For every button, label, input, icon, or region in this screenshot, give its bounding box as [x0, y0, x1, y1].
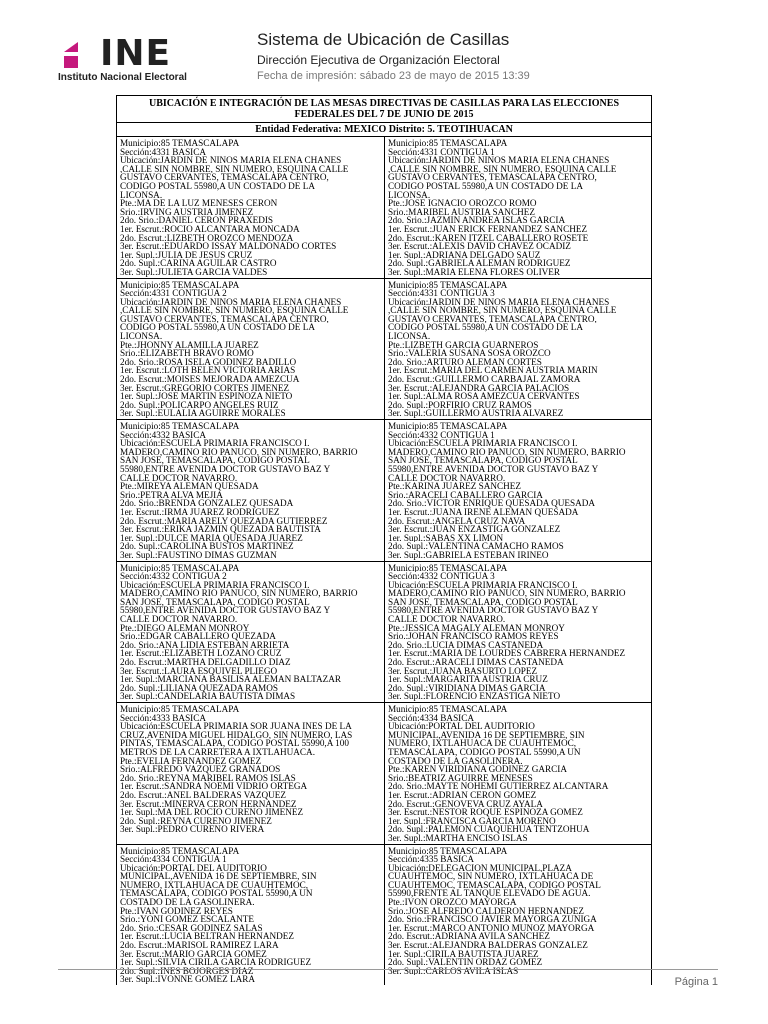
casilla-line: 3er. Escrut.:MINERVA CERON HERNANDEZ — [120, 799, 297, 809]
casilla-line: 1er. Supl.:FRANCISCA GARCIA MORENO — [388, 816, 556, 826]
casilla-line: Srio.:EDGAR CABALLERO QUEZADA — [120, 632, 276, 641]
casilla-line: SAN JOSE, TEMASCALAPA, CODIGO POSTAL — [120, 597, 310, 607]
page-subtitle: Dirección Ejecutiva de Organización Electoral — [257, 53, 500, 67]
casilla-line: MUNICIPAL,AVENIDA 16 DE SEPTIEMBRE, SIN — [388, 730, 585, 740]
casilla-line: 2do. Srio.:CESAR GODINEZ SALAS — [120, 923, 263, 933]
casilla-line: 1er. Escrut.:LUCIA BELTRAN HERNANDEZ — [120, 932, 294, 942]
report-title: UBICACIÓN E INTEGRACIÓN DE LAS MESAS DIRECTIVAS DE CASILLAS PARA LAS ELECCIONES FEDERALES DEL 7 DE JUNIO DE 2015 — [117, 96, 651, 123]
casilla-line: Srio.:BEATRIZ AGUIRRE MENESES — [388, 773, 533, 783]
casilla-line: Srio.:YONI GOMEZ ESCALANTE — [120, 915, 254, 924]
casilla-line: NUMERO, IXTLAHUACA DE CUAUHTEMOC, — [388, 739, 577, 748]
page-number: Página 1 — [674, 976, 718, 988]
casilla-line: MADERO,CAMINO RIO PANUCO, SIN NUMERO, BARRIO — [388, 589, 626, 598]
casilla-line: 2do. Supl.:LILIANA QUEZADA RAMOS — [120, 683, 278, 693]
casilla-line: CODIGO POSTAL 55980,A UN COSTADO DE LA — [120, 181, 315, 191]
casilla-line: CUAUHTEMOC, SIN NUMERO, IXTLAHUACA DE — [388, 872, 594, 881]
casilla-line: Ubicación:ESCUELA PRIMARIA FRANCISCO I. — [120, 439, 310, 448]
casilla-line: 1er. Supl.:ALMA ROSA AMEZCUA CERVANTES — [388, 392, 580, 401]
casilla-line: 3er. Supl.:CANDELARIA BAUTISTA DIMAS — [120, 692, 296, 701]
casilla-line: 1er. Escrut.:MARIA DEL CARMEN AUSTRIA MARIN — [388, 366, 598, 376]
casilla-line: Srio.:IRVING AUSTRIA JIMENEZ — [120, 207, 254, 217]
casilla-line: 2do. Escrut.:LIZBETH OROZCO MENDOZA — [120, 233, 294, 243]
casilla-line: 2do. Supl.:PALEMON CUAQUEHUA TENTZOHUA — [388, 825, 590, 834]
casilla-line: ,CALLE SIN NOMBRE, SIN NUMERO, ESQUINA CALLE — [388, 164, 617, 174]
casilla-line: 2do. Supl.:VALENTIN ORDAZ GOMEZ — [388, 958, 543, 967]
casilla-line: Ubicación:ESCUELA PRIMARIA FRANCISCO I. — [388, 580, 578, 590]
casilla-line: 2do. Escrut.:MARISOL RAMIREZ LARA — [120, 941, 279, 950]
casilla-line: Ubicación:JARDIN DE NIÑOS MARIA ELENA CHANES — [388, 297, 610, 307]
casilla-line: Ubicación:ESCUELA PRIMARIA FRANCISCO I. — [120, 580, 310, 590]
casilla-cell — [384, 137, 651, 278]
casilla-line: Pte.:MIREYA ALEMAN QUESADA — [120, 482, 259, 491]
casilla-line: Ubicación:JARDIN DE NIÑOS MARIA ELENA CHANES — [120, 297, 342, 307]
casilla-line: Municipio:85 TEMASCALAPA — [120, 139, 240, 148]
casilla-line: Municipio:85 TEMASCALAPA — [388, 846, 508, 856]
report-table — [116, 95, 652, 985]
casilla-line: Pte.:LIZBETH GARCIA GUARNEROS — [388, 340, 539, 350]
casilla-line: Sección:4332 BASICA — [120, 430, 207, 440]
casilla-line: LICONSA. — [120, 190, 163, 200]
casilla-line: CODIGO POSTAL 55980,A UN COSTADO DE LA — [388, 181, 583, 191]
casilla-line: 2do. Supl.:GABRIELA ALEMAN RODRIGUEZ — [388, 259, 571, 268]
casilla-line: CODIGO POSTAL 55980,A UN COSTADO DE LA — [388, 323, 583, 333]
casilla-cell — [117, 137, 384, 278]
casilla-line: Pte.:IVON OROZCO MAYORGA — [388, 898, 517, 907]
casilla-line: PINTAS, TEMASCALAPA, CODIGO POSTAL 55990,A 100 — [120, 739, 349, 748]
casilla-line: Ubicación:PORTAL DEL AUDITORIO — [120, 863, 267, 873]
casilla-line: Pte.:KAREN VIRIDIANA GODINEZ GARCIA — [388, 765, 567, 774]
casilla-line: Municipio:85 TEMASCALAPA — [120, 846, 240, 856]
casilla-line: Sección:4332 CONTIGUA 2 — [120, 572, 227, 581]
casilla-cell — [384, 420, 651, 561]
casilla-line: Sección:4334 CONTIGUA 1 — [120, 855, 227, 864]
casilla-line: TEMASCALAPA, CODIGO POSTAL 55990,A UN — [388, 747, 581, 757]
casilla-line: Pte.:JHONNY ALAMILLA JUAREZ — [120, 340, 259, 350]
casilla-line: 1er. Supl.:MARGARITA AUSTRIA CRUZ — [388, 675, 548, 684]
casilla-line: 3er. Escrut.:ALEXIS DAVID CHAVEZ OCADIZ — [388, 242, 571, 251]
casilla-line: Srio.:MARIBEL AUSTRIA SANCHEZ — [388, 207, 535, 217]
casilla-line: 3er. Supl.:IVONNE GOMEZ LARA — [120, 975, 255, 984]
casilla-line: Municipio:85 TEMASCALAPA — [388, 563, 508, 573]
casilla-line: Srio.:JOSE ALFREDO CALDERON HERNANDEZ — [388, 906, 585, 916]
casilla-line: Sección:4331 CONTIGUA 3 — [388, 289, 495, 298]
casilla-line: 2do. Supl.:PORFIRIO CRUZ RAMOS — [388, 400, 532, 410]
casilla-line: 1er. Escrut.:MARIA DE LOURDES CABRERA HERNANDEZ — [388, 649, 626, 659]
casilla-row — [117, 420, 651, 562]
casilla-cell — [117, 562, 384, 703]
casilla-line: 2do. Escrut.:MARIA ARELY QUEZADA GUTIERREZ — [120, 516, 328, 526]
casilla-line: 1er. Supl.:SILVIA CIRILA GARCIA RODRIGUEZ — [120, 958, 312, 967]
casilla-line: ,CALLE SIN NOMBRE, SIN NUMERO, ESQUINA CALLE — [120, 306, 349, 315]
casilla-line: 55980,ENTRE AVENIDA DOCTOR GUSTAVO BAZ Y — [388, 464, 599, 474]
casilla-line: Municipio:85 TEMASCALAPA — [120, 563, 240, 573]
casilla-line: 2do. Escrut.:ARACELI DIMAS CASTAÑEDA — [388, 658, 564, 667]
casilla-cell — [117, 420, 384, 561]
casilla-cell — [384, 845, 651, 986]
casilla-cell — [384, 562, 651, 703]
casilla-line: 2do. Srio.:REYNA MARIBEL RAMOS ISLAS — [120, 773, 296, 783]
casilla-line: Municipio:85 TEMASCALAPA — [388, 139, 508, 148]
casilla-line: GUSTAVO CERVANTES, TEMASCALAPA CENTRO, — [120, 173, 329, 182]
casilla-line: 3er. Supl.:GABRIELA ESTEBAN IRINEO — [388, 550, 549, 560]
casilla-line: CALLE DOCTOR NAVARRO. — [120, 615, 238, 624]
casilla-line: 3er. Escrut.:GREGORIO CORTES JIMENEZ — [120, 383, 290, 393]
casilla-line: LICONSA. — [120, 332, 163, 341]
casilla-line: MUNICIPAL,AVENIDA 16 DE SEPTIEMBRE, SIN — [120, 872, 317, 881]
casilla-cell — [384, 279, 651, 420]
casilla-line: 1er. Escrut.:JUAN ERICK FERNANDEZ SANCHEZ — [388, 224, 588, 234]
casillas-grid — [117, 137, 651, 985]
casilla-line: Ubicación:JARDIN DE NIÑOS MARIA ELENA CHANES — [120, 156, 342, 165]
casilla-line: 2do. Escrut.:KAREN ITZEL CABALLERO ROSETE — [388, 233, 589, 243]
casilla-line: 3er. Escrut.:JUANA BASURTO LOPEZ — [388, 666, 538, 676]
casilla-line: Sección:4332 CONTIGUA 1 — [388, 430, 495, 440]
casilla-line: 2do. Escrut.:MOISES MEJORADA AMEZCUA — [120, 375, 300, 384]
casilla-line: 2do. Supl.:VIRIDIANA DIMAS GARCIA — [388, 683, 546, 693]
casilla-line: 2do. Srio.:LUCIA DIMAS CASTAÑEDA — [388, 640, 544, 650]
casilla-line: 2do. Escrut.:MARTHA DELGADILLO DIAZ — [120, 658, 291, 667]
casilla-line: SAN JOSE, TEMASCALAPA, CODIGO POSTAL — [120, 456, 310, 465]
casilla-line: METROS DE LA CARRETERA A IXTLAHUACA. — [120, 747, 315, 757]
casilla-line: 2do. Srio.:BRENDA GONZALEZ QUESADA — [120, 499, 294, 508]
casilla-line: CALLE DOCTOR NAVARRO. — [120, 473, 238, 483]
casilla-row — [117, 703, 651, 845]
report-entity: Entidad Federativa: MEXICO Distrito: 5. TEOTIHUACAN — [117, 123, 651, 137]
casilla-row — [117, 279, 651, 421]
casilla-line: SAN JOSE, TEMASCALAPA, CODIGO POSTAL — [388, 456, 578, 465]
casilla-line: 3er. Supl.:CARLOS AVILA ISLAS — [388, 966, 519, 976]
casilla-line: TEMASCALAPA, CODIGO POSTAL 55990,A UN — [120, 889, 313, 899]
casilla-line: 1er. Supl.:ADRIANA DELGADO SAUZ — [388, 250, 541, 260]
casilla-line: 2do. Escrut.:ANEL BALDERAS VAZQUEZ — [120, 790, 286, 800]
casilla-line: Srio.:PETRA ALVA MEJIA — [120, 490, 223, 500]
casilla-line: 3er. Escrut.:ALEJANDRA GARCIA PALACIOS — [388, 383, 570, 393]
casilla-line: Pte.:IVAN GODINEZ REYES — [120, 906, 233, 916]
casilla-line: 3er. Escrut.:EDUARDO ISSAY MALDONADO CORTES — [120, 242, 337, 251]
casilla-line: Srio.:VALERIA SUSANA SOSA OROZCO — [388, 349, 551, 358]
casilla-line: 55980,ENTRE AVENIDA DOCTOR GUSTAVO BAZ Y — [120, 464, 331, 474]
casilla-line: GUSTAVO CERVANTES, TEMASCALAPA CENTRO, — [388, 314, 597, 324]
casilla-line: 2do. Escrut.:GENOVEVA CRUZ AYALA — [388, 799, 543, 809]
casilla-line: 2do. Supl.:VALENTINA CAMACHO RAMOS — [388, 542, 564, 551]
casilla-line: 1er. Escrut.:ROCIO ALCANTARA MONCADA — [120, 224, 300, 234]
casilla-line: 3er. Supl.:MARTHA ENCISO ISLAS — [388, 833, 528, 843]
logo-wordmark: INE — [100, 33, 172, 74]
casilla-line: 1er. Supl.:DULCE MARIA QUESADA JUAREZ — [120, 533, 303, 543]
casilla-line: Sección:4331 CONTIGUA 1 — [388, 147, 495, 157]
casilla-line: 1er. Escrut.:MARCO ANTONIO MUÑOZ MAYORGA — [388, 923, 595, 933]
casilla-line: ,CALLE SIN NOMBRE, SIN NUMERO, ESQUINA CALLE — [388, 306, 617, 315]
casilla-line: 3er. Escrut.:NESTOR ROQUE ESPINOZA GOMEZ — [388, 808, 583, 817]
casilla-line: 3er. Supl.:FLORENCIO ENZASTIGA NIETO — [388, 692, 561, 701]
casilla-line: 2do. Supl.:POLICARPO ANGELES RUIZ — [120, 400, 279, 410]
casilla-line: 55980,ENTRE AVENIDA DOCTOR GUSTAVO BAZ Y — [388, 606, 599, 616]
casilla-line: Municipio:85 TEMASCALAPA — [388, 705, 508, 714]
casilla-line: LICONSA. — [388, 332, 431, 341]
casilla-line: 1er. Escrut.:ELIZABETH LOZANO CRUZ — [120, 649, 282, 659]
page-title: Sistema de Ubicación de Casillas — [257, 30, 510, 49]
casilla-line: 1er. Supl.:MA DEL ROCIO CUREÑO JIMENEZ — [120, 808, 304, 817]
footer-divider — [58, 969, 718, 970]
casilla-line: 2do. Supl.:REYNA CUREÑO JIMENEZ — [120, 816, 272, 826]
casilla-line: 2do. Supl.:CARINA AGUILAR CASTRO — [120, 259, 277, 268]
casilla-row — [117, 137, 651, 279]
casilla-line: Municipio:85 TEMASCALAPA — [120, 280, 240, 290]
casilla-line: 1er. Supl.:MARCIANA BASILISA ALEMAN BALTAZAR — [120, 675, 341, 684]
casilla-line: Srio.:ARACELI CABALLERO GARCIA — [388, 490, 543, 500]
casilla-line: Municipio:85 TEMASCALAPA — [388, 280, 508, 290]
casilla-line: CODIGO POSTAL 55980,A UN COSTADO DE LA — [120, 323, 315, 333]
casilla-line: 55990,FRENTE AL TANQUE ELEVADO DE AGUA. — [388, 889, 591, 899]
casilla-line: 2do. Supl.:CAROLINA BUSTOS MARTINEZ — [120, 542, 294, 551]
casilla-line: MADERO,CAMINO RIO PANUCO, SIN NUMERO, BARRIO — [388, 447, 626, 457]
print-date: Fecha de impresión: sábado 23 de mayo de 2015 13:39 — [257, 70, 530, 82]
casilla-line: 55980,ENTRE AVENIDA DOCTOR GUSTAVO BAZ Y — [120, 606, 331, 616]
casilla-line: 2do. Srio.:FRANCISCO JAVIER MAYORGA ZUÑIGA — [388, 915, 597, 924]
casilla-line: 1er. Escrut.:LOTH BELEN VICTORIA ARIAS — [120, 366, 296, 376]
casilla-line: 3er. Supl.:MARIA ELENA FLORES OLIVER — [388, 267, 561, 277]
casilla-line: 2do. Srio.:ROSA ISELA GODINEZ BADILLO — [120, 357, 297, 367]
casilla-line: COSTADO DE LA GASOLINERA. — [388, 756, 523, 766]
casilla-line: Srio.:JOHAN FRANCISCO RAMOS REYES — [388, 632, 559, 641]
casilla-line: 1er. Supl.:SABAS XX LIMON — [388, 533, 504, 543]
casilla-line: Pte.:EVELIA FERNANDEZ GOMEZ — [120, 756, 262, 766]
casilla-line: Srio.:ALFREDO VAZQUEZ GRANADOS — [120, 765, 281, 774]
casilla-cell — [117, 845, 384, 986]
casilla-line: Ubicación:ESCUELA PRIMARIA SOR JUANA INES DE LA — [120, 722, 352, 731]
casilla-line: Pte.:MA DE LA LUZ MENESES CERON — [120, 199, 278, 208]
casilla-line: GUSTAVO CERVANTES, TEMASCALAPA CENTRO, — [120, 314, 329, 324]
casilla-line: SAN JOSE, TEMASCALAPA, CODIGO POSTAL — [388, 597, 578, 607]
casilla-cell — [117, 703, 384, 844]
ine-logo — [58, 34, 218, 74]
casilla-line: 1er. Supl.:CIRILA BAUTISTA JUAREZ — [388, 949, 539, 959]
casilla-line: CALLE DOCTOR NAVARRO. — [388, 473, 506, 483]
ine-logo-mark-icon — [64, 38, 98, 70]
casilla-line: 1er. Escrut.:SANDRA NOEMI VIDRIO ORTEGA — [120, 782, 308, 791]
casilla-line: NUMERO, IXTLAHUACA DE CUAUHTEMOC, — [120, 880, 309, 890]
casilla-line: Srio.:ELIZABETH BRAVO ROMO — [120, 349, 254, 358]
casilla-line: 2do. Srio.:DANIEL CERON PRAXEDIS — [120, 216, 274, 225]
casilla-line: 2do. Supl.:INES BOJORGES DIAZ — [120, 966, 254, 976]
casilla-row — [117, 562, 651, 704]
casilla-line: MADERO,CAMINO RIO PANUCO, SIN NUMERO, BARRIO — [120, 589, 358, 598]
casilla-line: CALLE DOCTOR NAVARRO. — [388, 615, 506, 624]
casilla-line: COSTADO DE LA GASOLINERA. — [120, 898, 255, 907]
casilla-line: 1er. Escrut.:JUANA IRENE ALEMAN QUESADA — [388, 507, 579, 517]
casilla-line: 1er. Supl.:JOSE MARTIN ESPINOZA NIETO — [120, 392, 293, 401]
casilla-line: Pte.:DIEGO ALEMAN MONROY — [120, 623, 250, 633]
casilla-cell — [117, 279, 384, 420]
logo-subtitle: Instituto Nacional Electoral — [58, 72, 187, 83]
casilla-line: 1er. Escrut.:IRMA JUAREZ RODRIGUEZ — [120, 507, 280, 517]
casilla-line: Ubicación:ESCUELA PRIMARIA FRANCISCO I. — [388, 439, 578, 448]
casilla-line: 2do. Escrut.:ADRIANA AVILA SANCHEZ — [388, 932, 550, 942]
casilla-line: 3er. Supl.:JULIETA GARCIA VALDES — [120, 267, 268, 277]
casilla-line: MADERO,CAMINO RIO PANUCO, SIN NUMERO, BARRIO — [120, 447, 358, 457]
casilla-line: Sección:4331 CONTIGUA 2 — [120, 289, 227, 298]
casilla-line: 2do. Srio.:ARTURO ALEMAN CORTES — [388, 357, 542, 367]
casilla-row — [117, 845, 651, 986]
casilla-line: Ubicación:DELEGACION MUNICIPAL,PLAZA — [388, 863, 572, 873]
casilla-line: 3er. Escrut.:ALEJANDRA BALDERAS GONZALEZ — [388, 941, 588, 950]
casilla-line: LICONSA. — [388, 190, 431, 200]
casilla-line: CUAUHTEMOC, TEMASCALAPA, CODIGO POSTAL — [388, 880, 601, 890]
casilla-line: Municipio:85 TEMASCALAPA — [388, 422, 508, 431]
casilla-line: 3er. Escrut.:JUAN ENZASTIGA GONZALEZ — [388, 525, 561, 534]
casilla-line: 2do. Srio.:JAZMIN ANDREA ISLAS GARCIA — [388, 216, 566, 225]
casilla-line: Sección:4334 BASICA — [388, 713, 475, 723]
casilla-line: 1er. Escrut.:ADRIAN CERON GOMEZ — [388, 790, 537, 800]
casilla-line: Sección:4331 BASICA — [120, 147, 207, 157]
casilla-line: 3er. Supl.:PEDRO CUREÑO RIVERA — [120, 825, 265, 834]
casilla-line: 3er. Supl.:EULALIA AGUIRRE MORALES — [120, 409, 286, 418]
casilla-line: 2do. Srio.:ANA LIDIA ESTEBAN ARRIETA — [120, 640, 290, 650]
casilla-line: Sección:4333 BASICA — [120, 713, 207, 723]
casilla-line: Municipio:85 TEMASCALAPA — [120, 705, 240, 714]
casilla-line: 2do. Srio.:VICTOR ENRIQUE QUESADA QUESADA — [388, 499, 596, 508]
casilla-line: 2do. Srio.:MAYTE NOHEMI GUTIERREZ ALCANTARA — [388, 782, 609, 791]
casilla-line: Ubicación:JARDIN DE NIÑOS MARIA ELENA CHANES — [388, 156, 610, 165]
casilla-line: ,CALLE SIN NOMBRE, SIN NUMERO, ESQUINA CALLE — [120, 164, 349, 174]
casilla-line: Pte.:KARINA JUAREZ SANCHEZ — [388, 482, 521, 491]
casilla-line: 3er. Supl.:GUILLERMO AUSTRIA ALVAREZ — [388, 409, 564, 418]
casilla-line: Sección:4332 CONTIGUA 3 — [388, 572, 495, 581]
casilla-line: Sección:4335 BASICA — [388, 855, 475, 864]
casilla-line: 3er. Escrut.:LAURA ESQUIVEL PLIEGO — [120, 666, 278, 676]
casilla-line: 2do. Escrut.:GUILLERMO CARBAJAL ZAMORA — [388, 375, 581, 384]
casilla-line: 1er. Supl.:JULIA DE JESUS CRUZ — [120, 250, 253, 260]
casilla-line: 3er. Escrut.:ERIKA JAZMIN QUEZADA BAUTISTA — [120, 525, 321, 534]
casilla-line: GUSTAVO CERVANTES, TEMASCALAPA CENTRO, — [388, 173, 597, 182]
casilla-line: Pte.:JOSE IGNACIO OROZCO ROMO — [388, 199, 537, 208]
casilla-line: Ubicación:PORTAL DEL AUDITORIO — [388, 722, 535, 731]
casilla-cell — [384, 703, 651, 844]
casilla-line: 3er. Escrut.:MARIO GARCIA GOMEZ — [120, 949, 267, 959]
casilla-line: Municipio:85 TEMASCALAPA — [120, 422, 240, 431]
casilla-line: 2do. Escrut.:ANGELA CRUZ NAVA — [388, 516, 526, 526]
casilla-line: CRUZ,AVENIDA MIGUEL HIDALGO, SIN NUMERO, LAS — [120, 730, 353, 740]
casilla-line: 3er. Supl.:FAUSTINO DIMAS GUZMAN — [120, 550, 277, 560]
casilla-line: Pte.:JESSICA MAGALY ALEMAN MONROY — [388, 623, 565, 633]
